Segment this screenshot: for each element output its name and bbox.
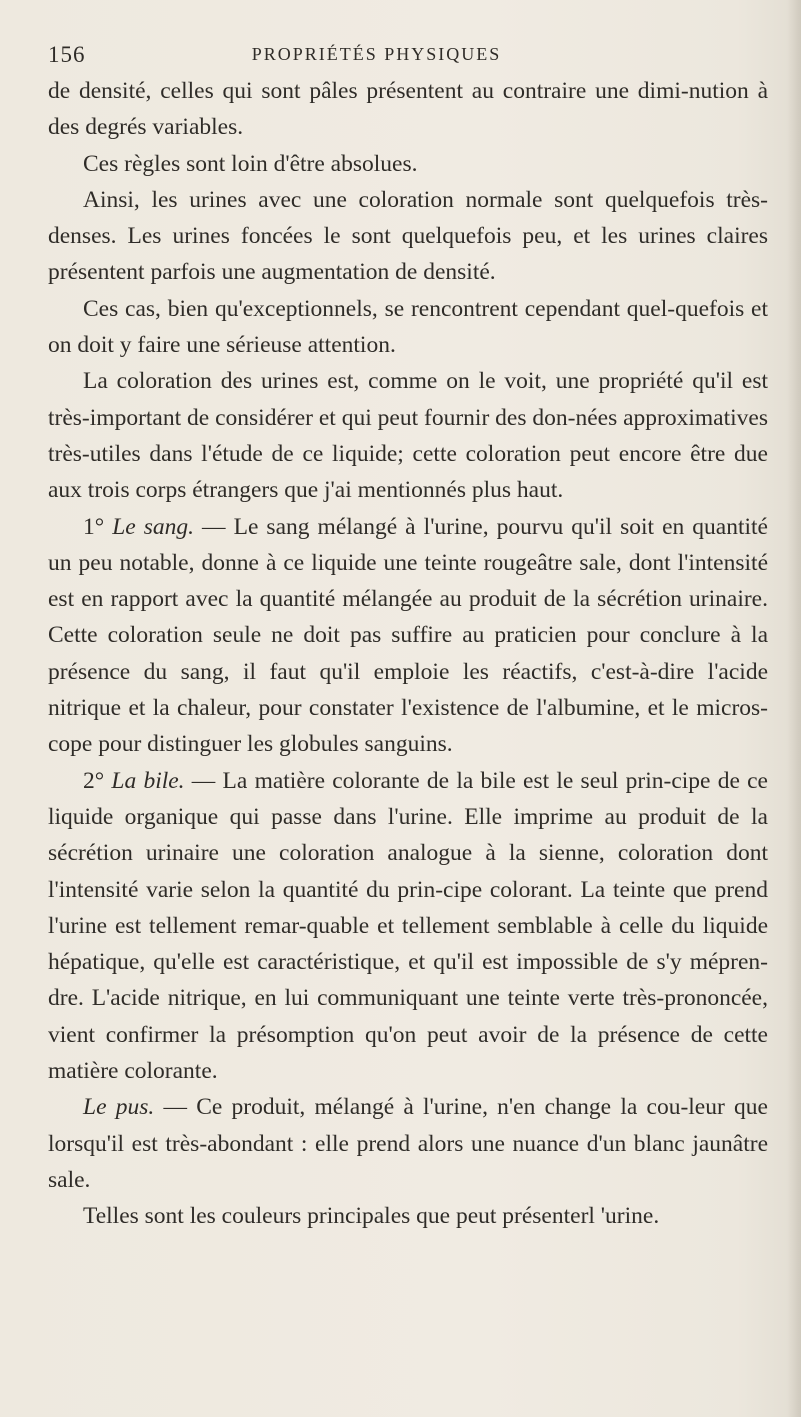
paragraph-bile: 2° La bile. — La matière colorante de la bile est le seul prin-cipe de ce liquide organique qui passe dans l'urine. Elle imprime au produit de la sécrétion urinaire une coloration analogue à la sienne, coloration dont l'intensité varie selon la quantité du prin-cipe colorant. La teinte que prend l'urine est tellement remar-quable et tellement semblable à celle du liquide hépatique, qu'elle est caractéristique, et qu'il est impossible de s'y mépren-dre. L'acide nitrique, en lui communiquant une teinte verte très-prononcée, vient confirmer la présomption qu'on peut avoir de la présence de cette matière colorante.	[48, 767, 768, 1085]
running-head	[48, 42, 745, 70]
paragraph-cases: Ces cas, bien qu'exceptionnels, se rencontrent cependant quel-quefois et on doit y faire une sérieuse attention.	[48, 295, 768, 359]
paragraph-conclusion: Telles sont les couleurs principales que peut présenterl 'urine.	[83, 1203, 660, 1230]
paragraph-coloration: La coloration des urines est, comme on le voit, une propriété qu'il est très-important de considérer et qui peut fournir des don-nées approximatives très-utiles dans l'étude de ce liquide; cette coloration peut encore être due aux trois corps étrangers que j'ai mentionnés plus haut.	[48, 368, 768, 504]
paragraph-sang: 1° Le sang. — Le sang mélangé à l'urine, pourvu qu'il soit en quantité un peu notable, donne à ce liquide une teinte rougeâtre sale, dont l'intensité est en rapport avec la quantité mélangée au produit de la sécrétion urinaire. Cette coloration seule ne doit pas suffire au praticien pour conclure à la présence du sang, il faut qu'il emploie les réactifs, c'est-à-dire l'acide nitrique et la chaleur, pour constater l'existence de l'albumine, et le micros-cope pour distinguer les globules sanguins.	[48, 513, 768, 758]
body-text	[48, 73, 768, 1235]
paragraph-ainsi: Ainsi, les urines avec une coloration normale sont quelquefois très-denses. Les urines foncées le sont quelquefois peu, et les urines claires présentent parfois une augmentation de densité.	[48, 186, 768, 286]
term-pus: Le pus.	[83, 1094, 155, 1121]
paragraph-rules: Ces règles sont loin d'être absolues.	[83, 150, 418, 177]
paragraph-pus: Le pus. — Ce produit, mélangé à l'urine, n'en change la cou-leur que lorsqu'il est très-abondant : elle prend alors une nuance d'un blanc jaunâtre sale.	[48, 1094, 768, 1193]
paragraph-continuation: de densité, celles qui sont pâles présentent au contraire une dimi-nution à des degrés variables.	[48, 78, 768, 141]
term-sang: Le sang.	[112, 513, 195, 540]
term-bile: La bile.	[111, 767, 185, 794]
page-edge-shadow	[787, 0, 801, 1417]
page-number: 156	[48, 42, 86, 67]
running-title: PROPRIÉTÉS PHYSIQUES	[251, 44, 502, 64]
